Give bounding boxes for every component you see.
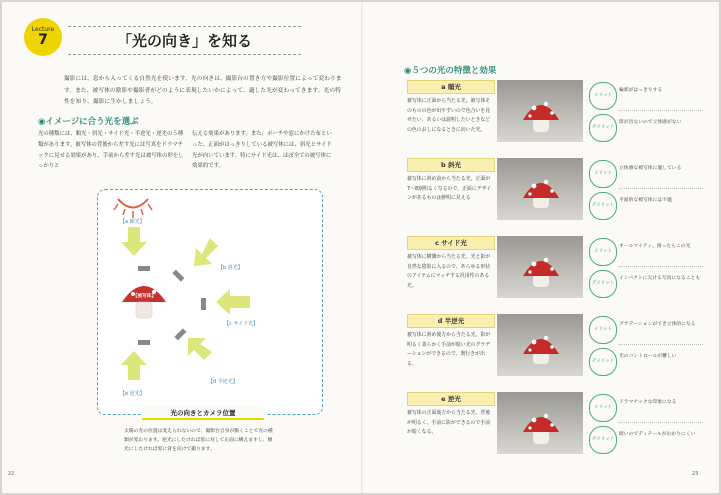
light-type-label: a 順光 bbox=[407, 80, 495, 94]
merit-badge: メリット bbox=[589, 316, 617, 344]
light-type-description: 被写体に斜め前から当たる光。正面が7〜8割明るく写るので、正面にデザインがあるものは鮮明に見える bbox=[407, 176, 492, 202]
light-type-row bbox=[407, 236, 707, 306]
mushroom-photo-icon bbox=[497, 392, 583, 454]
arrow-e bbox=[121, 351, 147, 380]
mushroom-photo bbox=[497, 80, 583, 142]
light-type-description: 被写体に横側から当たる光。光と影が自然な陰影に入るので、あらゆる形状のアイテムにマッチする汎用性のある光。 bbox=[407, 254, 491, 289]
demerit-text: 影が出ないので立体感がない bbox=[619, 120, 682, 125]
demerit-badge: デメリット bbox=[589, 114, 617, 142]
section-title-left: ◉イメージに合う光を選ぶ bbox=[38, 117, 139, 127]
merit-divider bbox=[619, 110, 703, 111]
merit-text: ドラマチックな印象になる bbox=[619, 400, 677, 405]
page-gutter bbox=[361, 2, 363, 493]
label-a: 【a 順光】 bbox=[120, 219, 145, 225]
light-type-row bbox=[407, 158, 707, 228]
camera-d bbox=[174, 328, 186, 340]
label-c: 【c サイド光】 bbox=[224, 321, 258, 327]
arrow-d bbox=[188, 338, 212, 360]
demerit-text: 光のコントロールが難しい bbox=[619, 354, 677, 359]
light-type-label: e 逆光 bbox=[407, 392, 495, 406]
light-type-description: 被写体に斜め後方から当たる光。影が明るく柔らかく手前が暗い光のグラデーションができるので、奥行きが出る。 bbox=[407, 332, 491, 367]
title-rule-bottom bbox=[68, 54, 301, 55]
merit-text: オールマイティ。困ったらこの光 bbox=[619, 244, 691, 249]
mushroom-photo bbox=[497, 158, 583, 220]
book-spread bbox=[2, 2, 719, 493]
arrow-a bbox=[121, 227, 147, 256]
title-rule-top bbox=[68, 26, 301, 27]
camera-a bbox=[138, 266, 150, 271]
light-type-label: c サイド光 bbox=[407, 236, 495, 250]
demerit-badge: デメリット bbox=[589, 270, 617, 298]
demerit-badge: デメリット bbox=[589, 426, 617, 454]
camera-e bbox=[138, 340, 150, 345]
subject-label: 【被写体】 bbox=[133, 294, 156, 299]
merit-text: 輪郭がはっきりする bbox=[619, 88, 663, 93]
demerit-text: 暗いのでディテールがわかりにくい bbox=[619, 432, 696, 437]
mushroom-photo bbox=[497, 314, 583, 376]
merit-divider bbox=[619, 188, 703, 189]
mushroom-photo-icon bbox=[497, 158, 583, 220]
body-column-1: 光の種類には、順光・斜光・サイド光・半逆光・逆光の５種類があります。被写体の背後から差す光には写真をドラマチックに見せる効果があり、手前から差す光は被写体の形をしっかりと bbox=[38, 131, 184, 170]
caption-text: 太陽の光の位置は変えられないので、撮影台自身が動くことで光の種類が変わります。逆光にしたければ窓に対して正面に構えますし、順光にしたければ窓に背を向けて撮ります。 bbox=[124, 429, 273, 452]
merit-badge: メリット bbox=[589, 160, 617, 188]
merit-divider bbox=[619, 344, 703, 345]
camera-b bbox=[172, 270, 184, 282]
light-type-description: 被写体の正面後方から当たる光。背後が明るく、手前に影ができるので手前が暗くなる。 bbox=[407, 410, 491, 436]
mushroom-photo bbox=[497, 236, 583, 298]
page-number-left: 22 bbox=[8, 471, 15, 477]
lecture-badge bbox=[24, 18, 62, 56]
merit-badge: メリット bbox=[589, 394, 617, 422]
demerit-text: インパクトに欠ける写真になることも bbox=[619, 276, 701, 281]
demerit-badge: デメリット bbox=[589, 192, 617, 220]
light-type-label: d 半逆光 bbox=[407, 314, 495, 328]
light-type-description: 被写体に正面から当たる光。被写体そのものの色が出やすいので色合いを見せたい、あるいは説明したいときなどの色のおしになるときに向いた光。 bbox=[407, 98, 491, 133]
intro-text: 撮影には、窓から入ってくる自然光を使います。光の向きは、撮影台の置き方や撮影位置によって変わります。また、被写体の陰影や撮影者がどのように表現したいかによって、適した光が変わってきます。光の特性を知り、撮影に生かしましょう。 bbox=[64, 76, 342, 105]
demerit-badge: デメリット bbox=[589, 348, 617, 376]
caption-underline bbox=[142, 418, 264, 420]
merit-badge: メリット bbox=[589, 238, 617, 266]
mushroom-photo bbox=[497, 392, 583, 454]
page-number-right: 23 bbox=[692, 471, 699, 477]
section-title-right: ◉５つの光の特徴と効果 bbox=[404, 66, 497, 76]
page-title: 「光の向き」を知る bbox=[117, 32, 253, 50]
body-column-2: 伝える効果があります。また、ポーチや窓にかけた布といった、正面がはっきりしている被写体には、斜光とサイド光が向いています。特にサイド光は、ほぼ全ての被写体に効果的です。 bbox=[192, 131, 332, 170]
light-type-row bbox=[407, 80, 707, 150]
merit-badge: メリット bbox=[589, 82, 617, 110]
mushroom-photo-icon bbox=[497, 80, 583, 142]
light-direction-diagram bbox=[97, 189, 323, 415]
arrow-b bbox=[194, 238, 218, 266]
lecture-label: Lecture bbox=[31, 26, 55, 33]
caption-title: 光の向きとカメラ位置 bbox=[141, 407, 265, 420]
mushroom-subject-icon bbox=[122, 286, 166, 318]
mushroom-photo-icon bbox=[497, 314, 583, 376]
demerit-text: 平面的な被写体には不適 bbox=[619, 198, 672, 203]
light-type-row bbox=[407, 314, 707, 384]
merit-text: 立体感な被写体に適している bbox=[619, 166, 682, 171]
camera-c bbox=[201, 298, 206, 310]
label-d: 【d 半逆光】 bbox=[208, 379, 238, 385]
label-e: 【e 逆光】 bbox=[120, 391, 145, 397]
mushroom-photo-icon bbox=[497, 236, 583, 298]
merit-divider bbox=[619, 266, 703, 267]
light-type-label: b 斜光 bbox=[407, 158, 495, 172]
sun-icon bbox=[114, 199, 152, 218]
label-b: 【b 斜光】 bbox=[218, 265, 243, 271]
arrow-c bbox=[216, 289, 250, 315]
light-type-row bbox=[407, 392, 707, 462]
merit-divider bbox=[619, 422, 703, 423]
lecture-number: 7 bbox=[38, 32, 48, 48]
merit-text: グラデーションができ立体的になる bbox=[619, 322, 696, 327]
